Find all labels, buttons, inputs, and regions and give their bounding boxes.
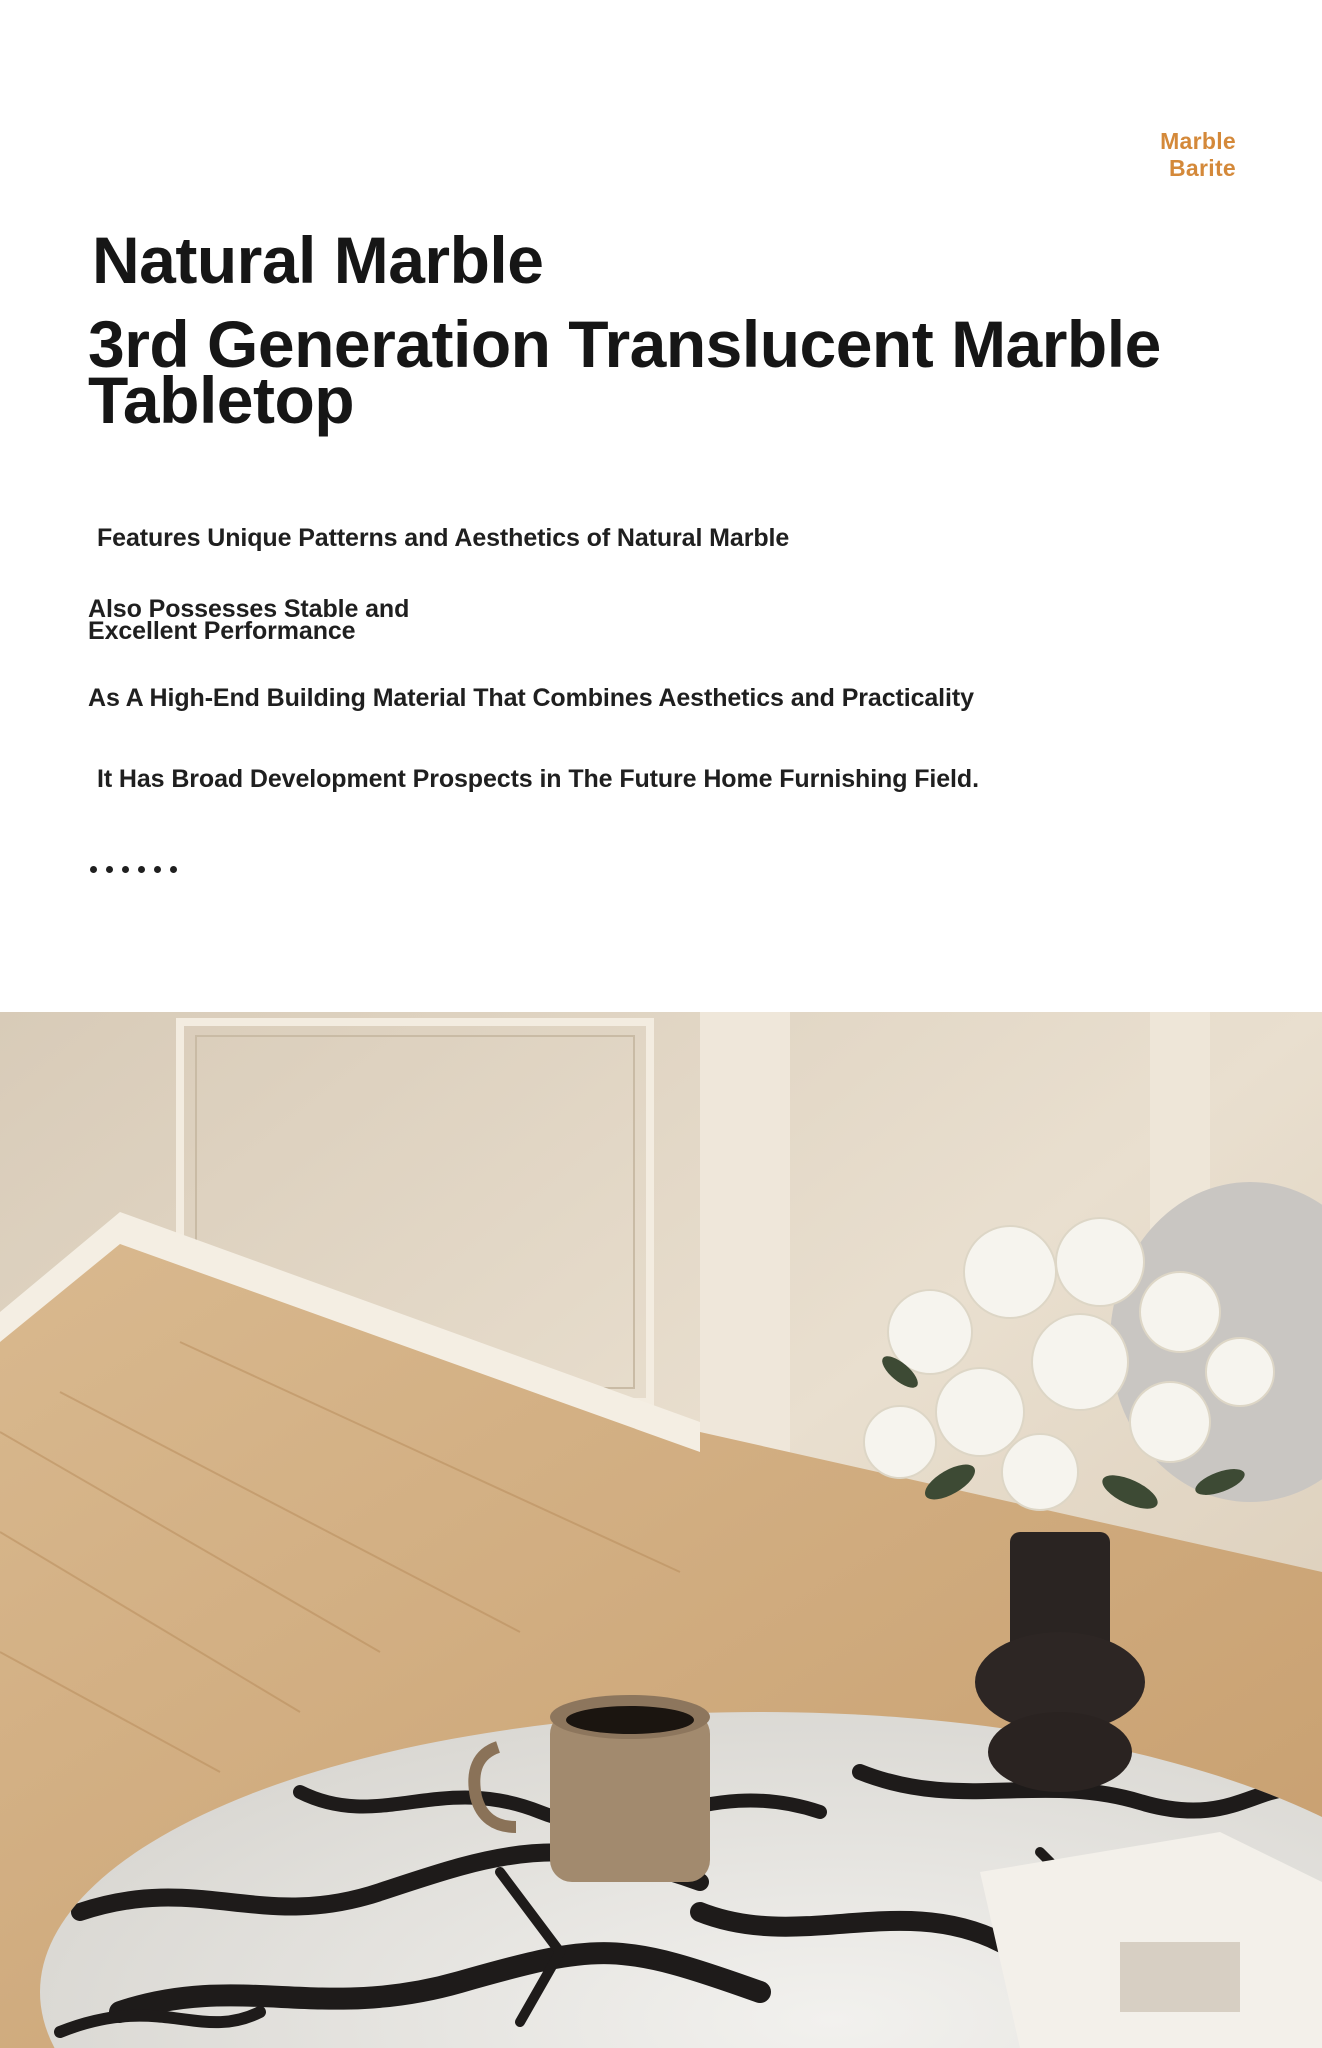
feature-line-2: Also Possesses Stable and Excellent Performance	[88, 595, 410, 645]
brand-logo	[1076, 128, 1236, 182]
marble-table-scene-icon	[0, 1012, 1322, 2048]
ellipsis-dot	[138, 866, 145, 873]
page-subtitle: 3rd Generation Translucent Marble Tabletop	[88, 307, 1161, 437]
brand-logo-line1: Marble	[1160, 128, 1236, 154]
ellipsis-dot	[154, 866, 161, 873]
ellipsis-dot	[170, 866, 177, 873]
ellipsis-dot	[106, 866, 113, 873]
feature-line-3: As A High-End Building Material That Combines Aesthetics and Practicality	[88, 684, 974, 712]
feature-line-4: It Has Broad Development Prospects in The Future Home Furnishing Field.	[97, 765, 979, 793]
ellipsis-dot	[90, 866, 97, 873]
ellipsis-dot	[122, 866, 129, 873]
page-title: Natural Marble	[92, 223, 544, 297]
ellipsis-dots	[90, 866, 177, 873]
product-photo	[0, 1012, 1322, 2048]
brand-logo-line2: Barite	[1169, 155, 1236, 181]
feature-line-1: Features Unique Patterns and Aesthetics of Natural Marble	[97, 524, 790, 552]
